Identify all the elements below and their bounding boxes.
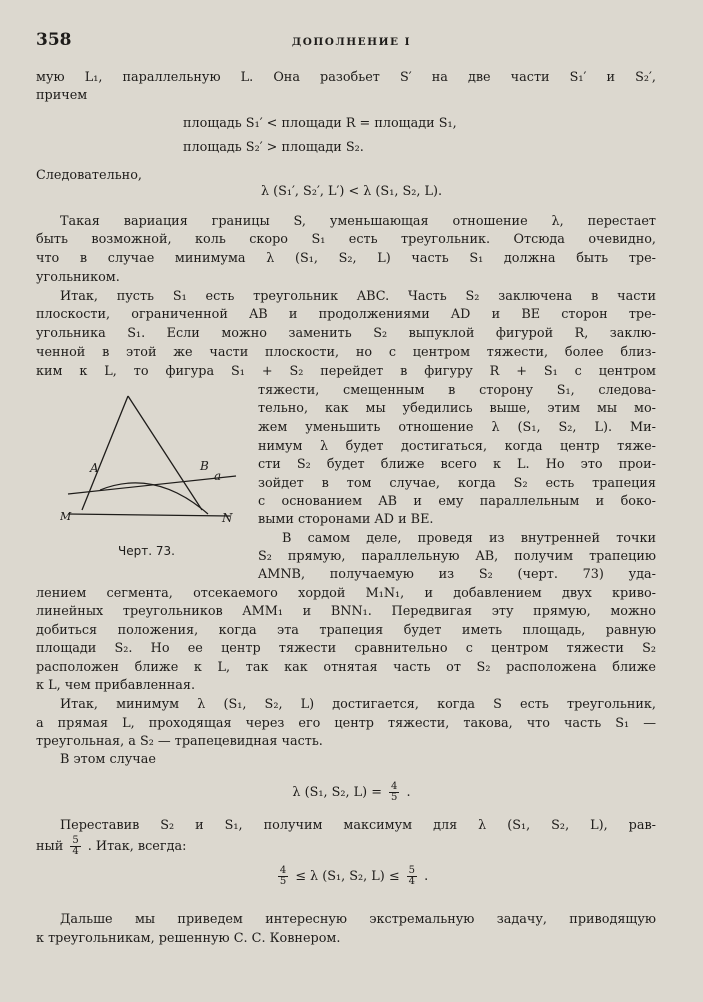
fraction [70,836,80,857]
text-line: жем уменьшить отношение λ (S₁, S₂, L). Ми- [258,420,656,435]
text-line: к L, чем прибавленная. [36,678,196,693]
text-line: угольника S₁. Если можно заменить S₂ выпуклой фигурой R, заклю- [36,326,656,341]
equation-bounds [0,866,703,887]
label-a-lower: a [214,469,222,483]
text-line: площади S₂. Но ее центр тяжести сравнительно с центром тяжести S₂ [36,641,656,656]
text-line: к треугольникам, решенную С. С. Ковнером. [36,931,341,946]
text-line: добиться положения, когда эта трапеция будет иметь площадь, равную [36,623,656,638]
numerator: 4 [391,781,398,792]
label-m: M [60,510,72,523]
text-line: плоскости, ограниченной AB и продолжениями AD и BE сторон тре- [36,307,656,322]
denominator: 4 [72,846,79,857]
text-line: расположен ближе к L, так как отнятая часть от S₂ расположена ближе [36,660,656,675]
equation-text: . [406,785,411,800]
numerator: 5 [72,835,79,846]
text-line: линейных треугольников AMM₁ и BNN₁. Передвигая эту прямую, можно [36,604,656,619]
text-line: Такая вариация границы S, уменьшающая отношение λ, перестает [60,214,656,229]
text-line: с основанием AB и ему параллельным и боко- [258,494,656,509]
text-line: нимум λ будет достигаться, когда центр тяже- [258,439,656,454]
text-line: Переставив S₂ и S₁, получим максимум для λ (S₁, S₂, L), рав- [60,818,656,833]
text-line: треугольная, а S₂ — трапецевидная часть. [36,734,323,749]
text-line: AMNB, получаемую из S₂ (черт. 73) уда- [258,567,656,582]
equation: площадь S₁′ < площади R = площади S₁, [183,116,457,131]
page-number: 358 [36,30,72,50]
text-line: Дальше мы приведем интересную экстремальную задачу, приводящую [60,912,656,927]
text-line: Итак, минимум λ (S₁, S₂, L) достигается, когда S есть треугольник, [60,697,656,712]
text-line: лением сегмента, отсекаемого хордой M₁N₁, и добавлением двух криво- [36,586,656,601]
equation-text: . [424,869,429,884]
text-line: что в случае минимума λ (S₁, S₂, L) часть S₁ должна быть тре- [36,251,656,266]
figure-caption: Черт. 73. [118,544,175,558]
numerator: 5 [408,865,416,876]
triangle-side-right [128,396,202,510]
equation-minimum [0,782,703,803]
text-fragment: ный [36,839,64,854]
denominator: 5 [391,792,398,803]
text-line: Итак, пусть S₁ есть треугольник ABC. Часть S₂ заключена в части [60,289,656,304]
text-line: а прямая L, проходящая через его центр тяжести, такова, что часть S₁ — [36,716,656,731]
running-title: ДОПОЛНЕНИЕ I [291,36,412,48]
denominator: 5 [279,876,287,887]
curve-segment [100,483,208,514]
text-line [36,836,186,857]
equation-text: ≤ λ (S₁, S₂, L) ≤ [295,869,400,884]
text-line: тельно, как мы убедились выше, этим мы мо- [258,401,656,416]
text-line: S₂ прямую, параллельную AB, получим трапецию [258,549,656,564]
label-b: B [200,459,209,473]
figure-73 [60,390,240,540]
equation: площадь S₂′ > площади S₂. [183,140,364,155]
label-n: N [222,511,233,525]
triangle-side-left [82,396,128,510]
label-a-upper: A [90,461,99,475]
text-line: Следовательно, [36,168,142,183]
text-line: сти S₂ будет ближе всего к L. Но это прои- [258,457,656,472]
text-line: В этом случае [60,752,156,767]
equation: λ (S₁′, S₂′, L′) < λ (S₁, S₂, L). [260,184,443,199]
text-line: ким к L, то фигура S₁ + S₂ перейдет в фигуру R + S₁ с центром [36,364,656,379]
fraction [278,866,288,887]
text-line: мую L₁, параллельную L. Она разобьет S′ на две части S₁′ и S₂′, [36,70,656,85]
base-line [68,514,230,516]
text-line: причем [36,88,88,103]
text-line: выми сторонами AD и BE. [258,512,434,527]
numerator: 4 [279,865,287,876]
text-line: тяжести, смещенным в сторону S₁, следова- [258,383,656,398]
text-line: быть возможной, коль скоро S₁ есть треугольник. Отсюда очевидно, [36,232,656,247]
denominator: 4 [408,876,416,887]
text-line: В самом деле, проведя из внутренней точки [282,531,656,546]
fraction [407,866,417,887]
text-line: зойдет в том случае, когда S₂ есть трапеция [258,476,656,491]
text-line: ченной в этой же части плоскости, но с центром тяжести, более близ- [36,345,656,360]
fraction [389,782,399,803]
text-fragment: . Итак, всегда: [87,839,187,854]
equation-text: λ (S₁, S₂, L) = [292,785,382,800]
text-line: угольником. [36,270,120,285]
